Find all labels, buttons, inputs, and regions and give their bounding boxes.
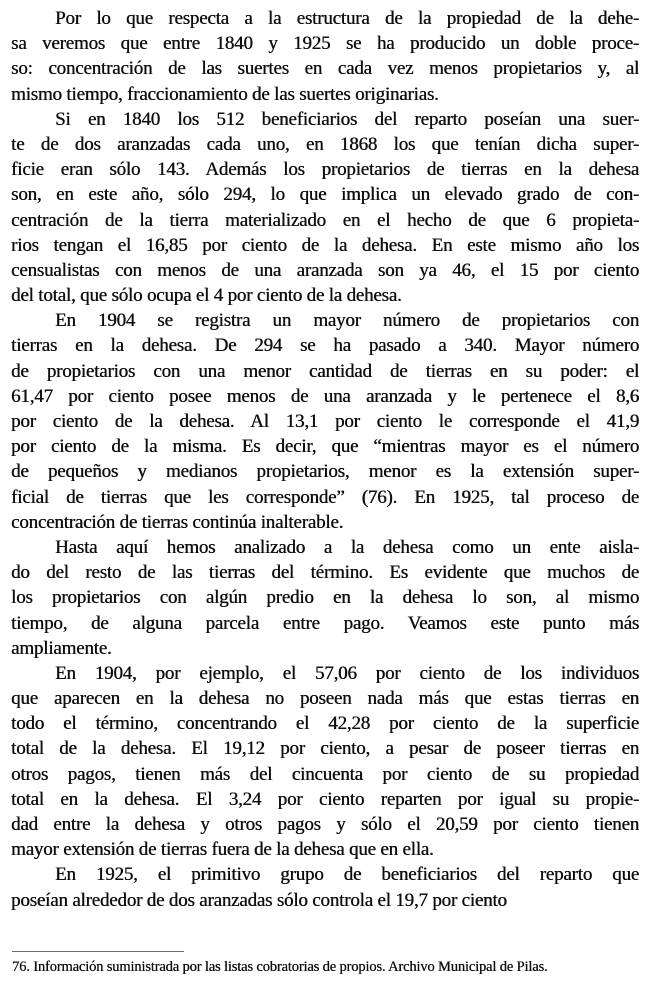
text-line: son, en este año, sólo 294, lo que implica un elevado grado de con-	[11, 184, 639, 206]
text-line: concentración de tierras continúa inalterable.	[11, 511, 344, 533]
text-line: 61,47 por ciento posee menos de una aranzada y le pertenece el 8,6	[11, 385, 639, 407]
text-line: sa veremos que entre 1840 y 1925 se ha producido un doble proce-	[11, 33, 639, 55]
text-line: ampliamente.	[11, 637, 112, 659]
text-line: mayor extensión de tierras fuera de la dehesa que en ella.	[11, 839, 434, 861]
text-line: Hasta aquí hemos analizado a la dehesa como un ente aisla-	[55, 536, 639, 558]
text-line: do del resto de las tierras del término. Es evidente que muchos de	[11, 562, 639, 584]
text-line: los propietarios con algún predio en la dehesa lo son, al mismo	[11, 587, 639, 609]
text-line: En 1925, el primitivo grupo de beneficiarios del reparto que	[55, 864, 639, 886]
text-line: ficie eran sólo 143. Además los propietarios de tierras en la dehesa	[11, 159, 639, 181]
text-line: todo el término, concentrando el 42,28 por ciento de la superficie	[11, 713, 639, 735]
text-line: so: concentración de las suertes en cada vez menos propietarios y, al	[11, 58, 639, 80]
text-line: rios tengan el 16,85 por ciento de la dehesa. En este mismo año los	[11, 234, 639, 256]
text-line: dad entre la dehesa y otros pagos y sólo el 20,59 por ciento tienen	[11, 814, 639, 835]
text-line: censualistas con menos de una aranzada son ya 46, el 15 por ciento	[11, 259, 639, 281]
text-line: En 1904, por ejemplo, el 57,06 por ciento de los individuos	[55, 662, 639, 684]
text-line: de pequeños y medianos propietarios, menor es la extensión super-	[11, 461, 639, 483]
text-line: En 1904 se registra un mayor número de propietarios con	[55, 310, 639, 332]
text-line: Si en 1840 los 512 beneficiarios del reparto poseían una suer-	[55, 108, 639, 130]
text-line: ficial de tierras que les corresponde” (76). En 1925, tal proceso de	[11, 486, 639, 508]
text-line: Por lo que respecta a la estructura de la propiedad de la dehe-	[55, 8, 639, 29]
text-line: total en la dehesa. El 3,24 por ciento reparten por igual su propie-	[11, 788, 639, 810]
text-line: total de la dehesa. El 19,12 por ciento, a pesar de poseer tierras en	[11, 738, 639, 760]
body-text	[11, 6, 639, 913]
text-line: centración de la tierra materializado en el hecho de que 6 propieta-	[11, 209, 639, 231]
text-line: te de dos aranzadas cada uno, en 1868 los que tenían dicha super-	[11, 133, 639, 155]
text-line: otros pagos, tienen más del cincuenta por ciento de su propiedad	[11, 763, 639, 785]
text-line: por ciento de la misma. Es decir, que “mientras mayor es el número	[11, 436, 639, 458]
text-line: tierras en la dehesa. De 294 se ha pasado a 340. Mayor número	[11, 335, 639, 357]
text-line: de propietarios con una menor cantidad de tierras en su poder: el	[11, 360, 639, 382]
text-line: del total, que sólo ocupa el 4 por ciento de la dehesa.	[11, 285, 402, 307]
text-line: tiempo, de alguna parcela entre pago. Veamos este punto más	[11, 612, 639, 634]
text-line: por ciento de la dehesa. Al 13,1 por ciento le corresponde el 41,9	[11, 411, 639, 432]
footnote-separator	[12, 951, 184, 952]
footnote-text: 76. Información suministrada por las listas cobratorias de propios. Archivo Municipal de Pilas.	[12, 959, 548, 975]
text-line: mismo tiempo, fraccionamiento de las suertes originarias.	[11, 83, 439, 105]
text-line: que aparecen en la dehesa no poseen nada más que estas tierras en	[11, 688, 639, 710]
text-line: poseían alrededor de dos aranzadas sólo controla el 19,7 por ciento	[11, 889, 507, 911]
